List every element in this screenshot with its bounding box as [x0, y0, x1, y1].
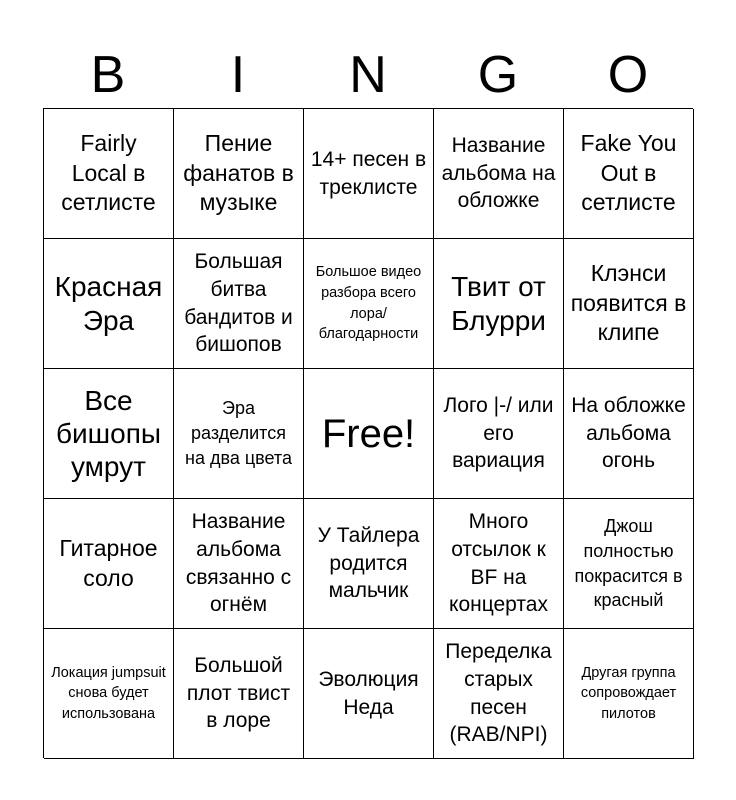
bingo-cell[interactable]: [434, 239, 564, 369]
bingo-cell[interactable]: [304, 629, 434, 759]
bingo-cell-text: Название альбома на обложке: [441, 133, 556, 213]
bingo-cell[interactable]: [564, 629, 694, 759]
bingo-cell-text: Гитарное соло: [59, 535, 158, 591]
header-letter-b: B: [90, 46, 126, 104]
header-letter-i: I: [230, 46, 246, 104]
bingo-cell[interactable]: [174, 109, 304, 239]
bingo-cell-text: Локация jumpsuit снова будет использована: [51, 664, 166, 722]
bingo-cell[interactable]: [174, 239, 304, 369]
bingo-cell-text: Клэнси появится в клипе: [570, 260, 687, 346]
bingo-cell[interactable]: [304, 109, 434, 239]
bingo-cell-text: Fairly Local в сетлисте: [61, 130, 156, 216]
header-letter-n: N: [349, 46, 387, 104]
bingo-cell-text: Джош полностью покрасится в красный: [574, 515, 683, 611]
bingo-cell[interactable]: [174, 629, 304, 759]
bingo-cell[interactable]: [564, 369, 694, 499]
bingo-header: [43, 40, 693, 110]
bingo-cell-text: Красная Эра: [54, 271, 163, 336]
bingo-cell-text: 14+ песен в треклисте: [310, 147, 427, 199]
bingo-cell-text: У Тайлера родится мальчик: [317, 523, 420, 603]
bingo-cell[interactable]: [44, 369, 174, 499]
bingo-cell-text: Эра разделится на два цвета: [185, 398, 292, 468]
bingo-cell[interactable]: [44, 629, 174, 759]
bingo-cell-text: Твит от Блурри: [451, 271, 546, 336]
bingo-cell-text: На обложке альбома огонь: [571, 393, 686, 473]
bingo-cell[interactable]: [564, 109, 694, 239]
bingo-grid: [43, 108, 693, 758]
bingo-cell-text: Название альбома связанно с огнём: [185, 510, 292, 617]
bingo-cell-text: Fake You Out в сетлисте: [580, 130, 677, 216]
bingo-cell[interactable]: [304, 239, 434, 369]
bingo-cell-text: Лого |-/ или его вариация: [443, 393, 554, 473]
bingo-cell-text: Переделка старых песен (RAB/NPI): [445, 640, 552, 747]
bingo-cell-text: Большое видео разбора всего лора/ благодарности: [315, 264, 422, 343]
bingo-cell[interactable]: [174, 369, 304, 499]
bingo-cell-text: Другая группа сопровождает пилотов: [580, 664, 677, 722]
bingo-cell-text: Большой плот твист в лоре: [186, 653, 291, 733]
header-letter-o: O: [607, 46, 649, 104]
bingo-cell[interactable]: [434, 499, 564, 629]
bingo-cell[interactable]: [174, 499, 304, 629]
bingo-free-cell[interactable]: [304, 369, 434, 499]
bingo-cell[interactable]: [44, 239, 174, 369]
bingo-cell[interactable]: [564, 239, 694, 369]
bingo-cell[interactable]: [44, 499, 174, 629]
bingo-cell[interactable]: [434, 629, 564, 759]
bingo-cell-text: Эволюция Неда: [318, 667, 419, 719]
bingo-cell[interactable]: [564, 499, 694, 629]
bingo-cell-text: Большая битва бандитов и бишопов: [184, 250, 293, 357]
bingo-cell-text: Пение фанатов в музыке: [183, 130, 294, 216]
bingo-cell[interactable]: [44, 109, 174, 239]
bingo-cell[interactable]: [434, 109, 564, 239]
bingo-cell-text: Free!: [321, 411, 416, 456]
header-letter-g: G: [477, 46, 519, 104]
bingo-cell-text: Много отсылок к BF на концертах: [449, 510, 548, 617]
bingo-cell[interactable]: [434, 369, 564, 499]
bingo-cell[interactable]: [304, 499, 434, 629]
bingo-cell-text: Все бишопы умрут: [56, 384, 161, 483]
